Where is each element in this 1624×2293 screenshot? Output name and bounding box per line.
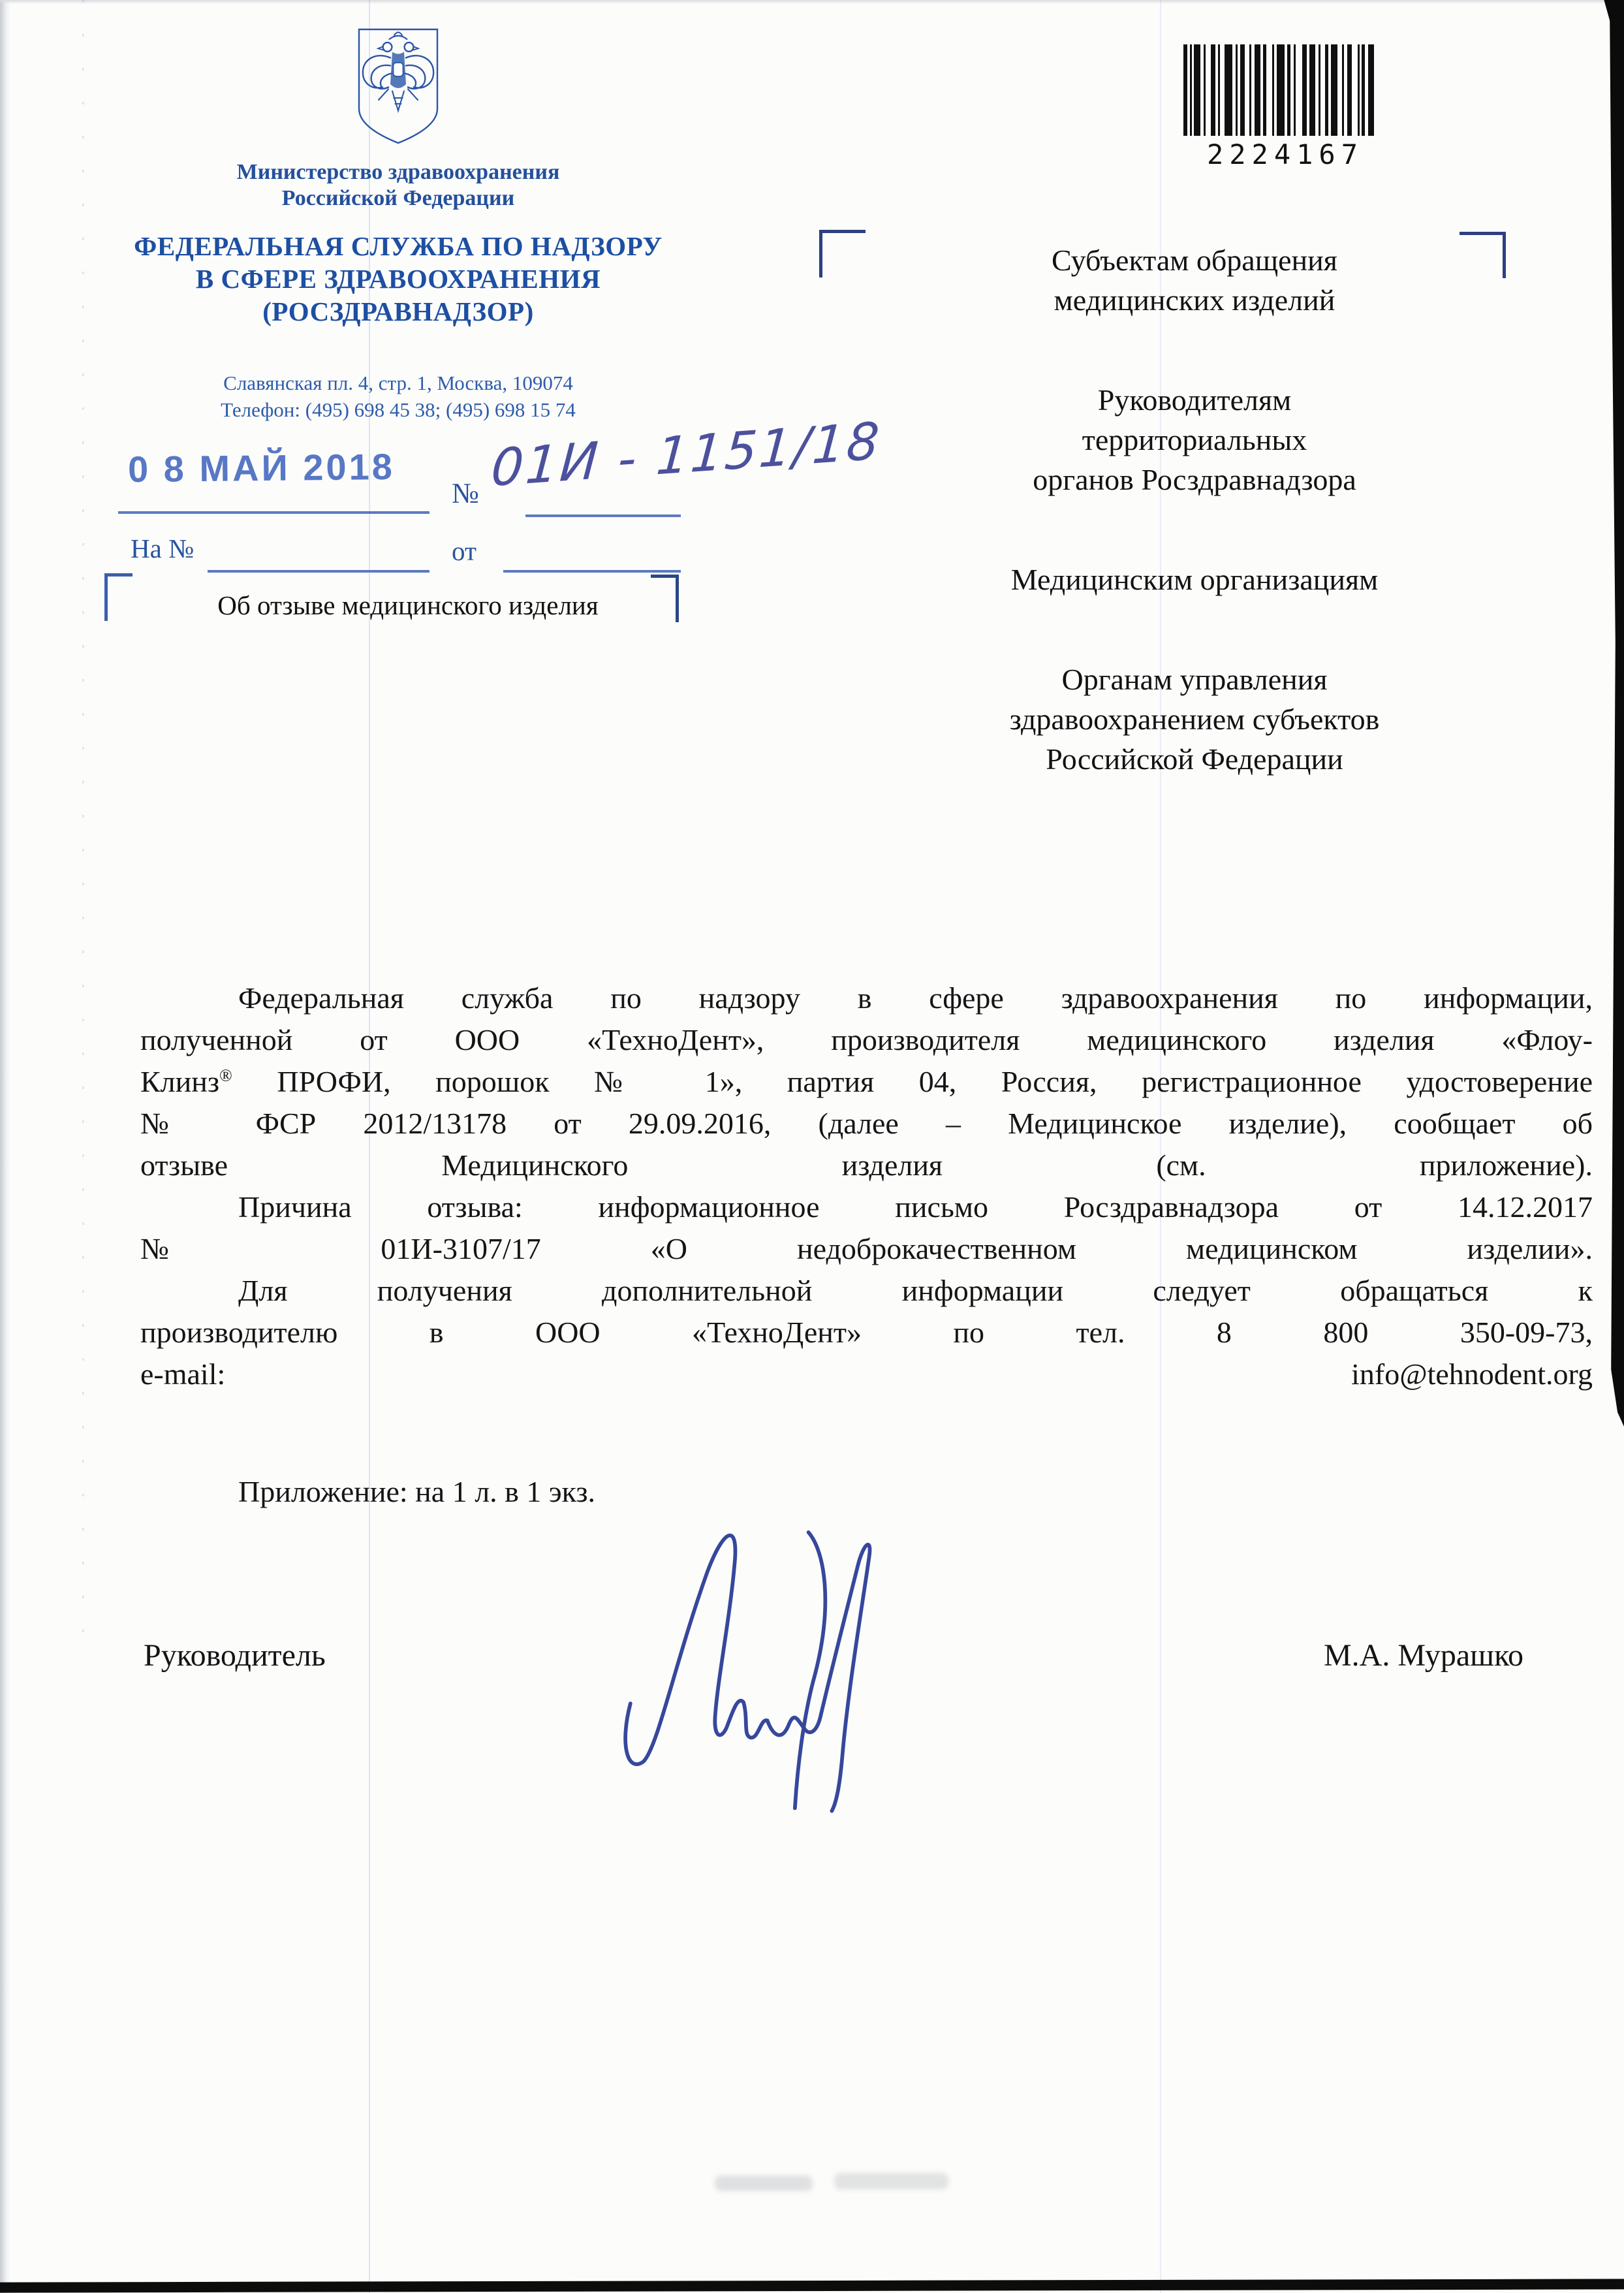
body-line: № ФСР 2012/13178 от 29.09.2016, (далее – Медицинское изделие), сообщает об [140, 1107, 1593, 1140]
body-line: e-mail: info@tehnodent.org [140, 1357, 1593, 1391]
reply-date-blank-line [503, 570, 681, 573]
body-text: ПРОФИ, порошок № 1», партия 04, Россия, регистрационное удостоверение [232, 1065, 1593, 1098]
scan-top-edge-shading [0, 0, 1624, 4]
reply-to-number-label: На № [131, 533, 195, 563]
ministry-line: Министерство здравоохранения [236, 160, 560, 184]
signer-position-title: Руководитель [144, 1638, 326, 1673]
scan-bleed-artifact [715, 2175, 813, 2191]
recipient-group [842, 659, 1547, 779]
reply-date-label: от [452, 536, 476, 566]
letterhead [111, 26, 685, 423]
scan-bottom-black-band [0, 2279, 1624, 2292]
subject-line: Об отзыве медицинского изделия [217, 590, 599, 620]
recipient-line: здравоохранением субъектов [1009, 703, 1380, 736]
recipients-block [842, 240, 1547, 839]
scan-left-edge-shading [0, 0, 10, 2293]
scan-speckle-column [82, 0, 84, 1632]
number-blank-line [525, 514, 681, 517]
service-line: ФЕДЕРАЛЬНАЯ СЛУЖБА ПО НАДЗОРУ [134, 231, 663, 261]
body-line: Для получения дополнительной информации следует обращаться к [238, 1274, 1593, 1307]
recipient-line: органов Росздравнадзора [1033, 463, 1356, 496]
recipient-line: медицинских изделий [1054, 283, 1335, 317]
service-name [111, 230, 685, 328]
body-text: Клинз [140, 1065, 220, 1098]
recipient-group [842, 380, 1547, 499]
date-blank-line [118, 511, 429, 514]
outgoing-number-label: № [452, 477, 479, 509]
body-line: полученной от ООО «ТехноДент», производителя медицинского изделия «Флоу- [140, 1023, 1593, 1056]
scan-right-edge-black-strip [1610, 0, 1624, 1427]
body-line: Причина отзыва: информационное письмо Росздравнадзора от 14.12.2017 [238, 1190, 1593, 1224]
body-line: Федеральная служба по надзору в сфере здравоохранения по информации, [238, 981, 1593, 1015]
body-line: № 01И-3107/17 «О недоброкачественном медицинском изделии». [140, 1232, 1593, 1265]
scan-bleed-artifact [834, 2173, 948, 2190]
recipient-line: Органам управления [1061, 663, 1328, 696]
barcode-number: 2224167 [1206, 138, 1364, 170]
subject-corner-bracket-left [104, 573, 133, 621]
recipient-line: территориальных [1082, 423, 1307, 456]
signer-name: М.А. Мурашко [1324, 1638, 1523, 1673]
date-stamp: 0 8 МАЙ 2018 [127, 445, 396, 490]
barcode-icon [1183, 44, 1387, 136]
registered-trademark-symbol: ® [219, 1066, 232, 1085]
handwritten-signature [605, 1523, 928, 1820]
ministry-line: Российской Федерации [281, 186, 515, 210]
service-line: (РОСЗДРАВНАДЗОР) [262, 296, 534, 326]
service-line: В СФЕРЕ ЗДРАВООХРАНЕНИЯ [195, 264, 601, 294]
reply-number-blank-line [208, 570, 429, 573]
ministry-name [111, 159, 685, 212]
recipient-group [842, 240, 1547, 320]
recipient-line: Руководителям [1097, 383, 1292, 417]
attachment-note: Приложение: на 1 л. в 1 экз. [238, 1475, 596, 1508]
recipient-line: Субъектам обращения [1052, 244, 1337, 277]
contact-block [111, 370, 685, 423]
body-line [140, 1061, 1593, 1103]
phone-line: Телефон: (495) 698 45 38; (495) 698 15 74 [221, 398, 576, 421]
body-line: отзыве Медицинского изделия (см. приложение). [140, 1148, 1593, 1182]
recipient-group [842, 560, 1547, 599]
address-line: Славянская пл. 4, стр. 1, Москва, 109074 [223, 372, 573, 394]
body-line: производителю в ООО «ТехноДент» по тел. 8 800 350-09-73, [140, 1316, 1593, 1349]
outgoing-number-handwritten: 01И - 1151/18 [489, 411, 883, 499]
letter-body [140, 977, 1593, 1395]
recipient-line: Медицинским организациям [1010, 563, 1379, 596]
russia-coat-of-arms-icon [349, 26, 447, 146]
registration-barcode [1183, 44, 1387, 170]
recipient-line: Российской Федерации [1046, 742, 1343, 776]
